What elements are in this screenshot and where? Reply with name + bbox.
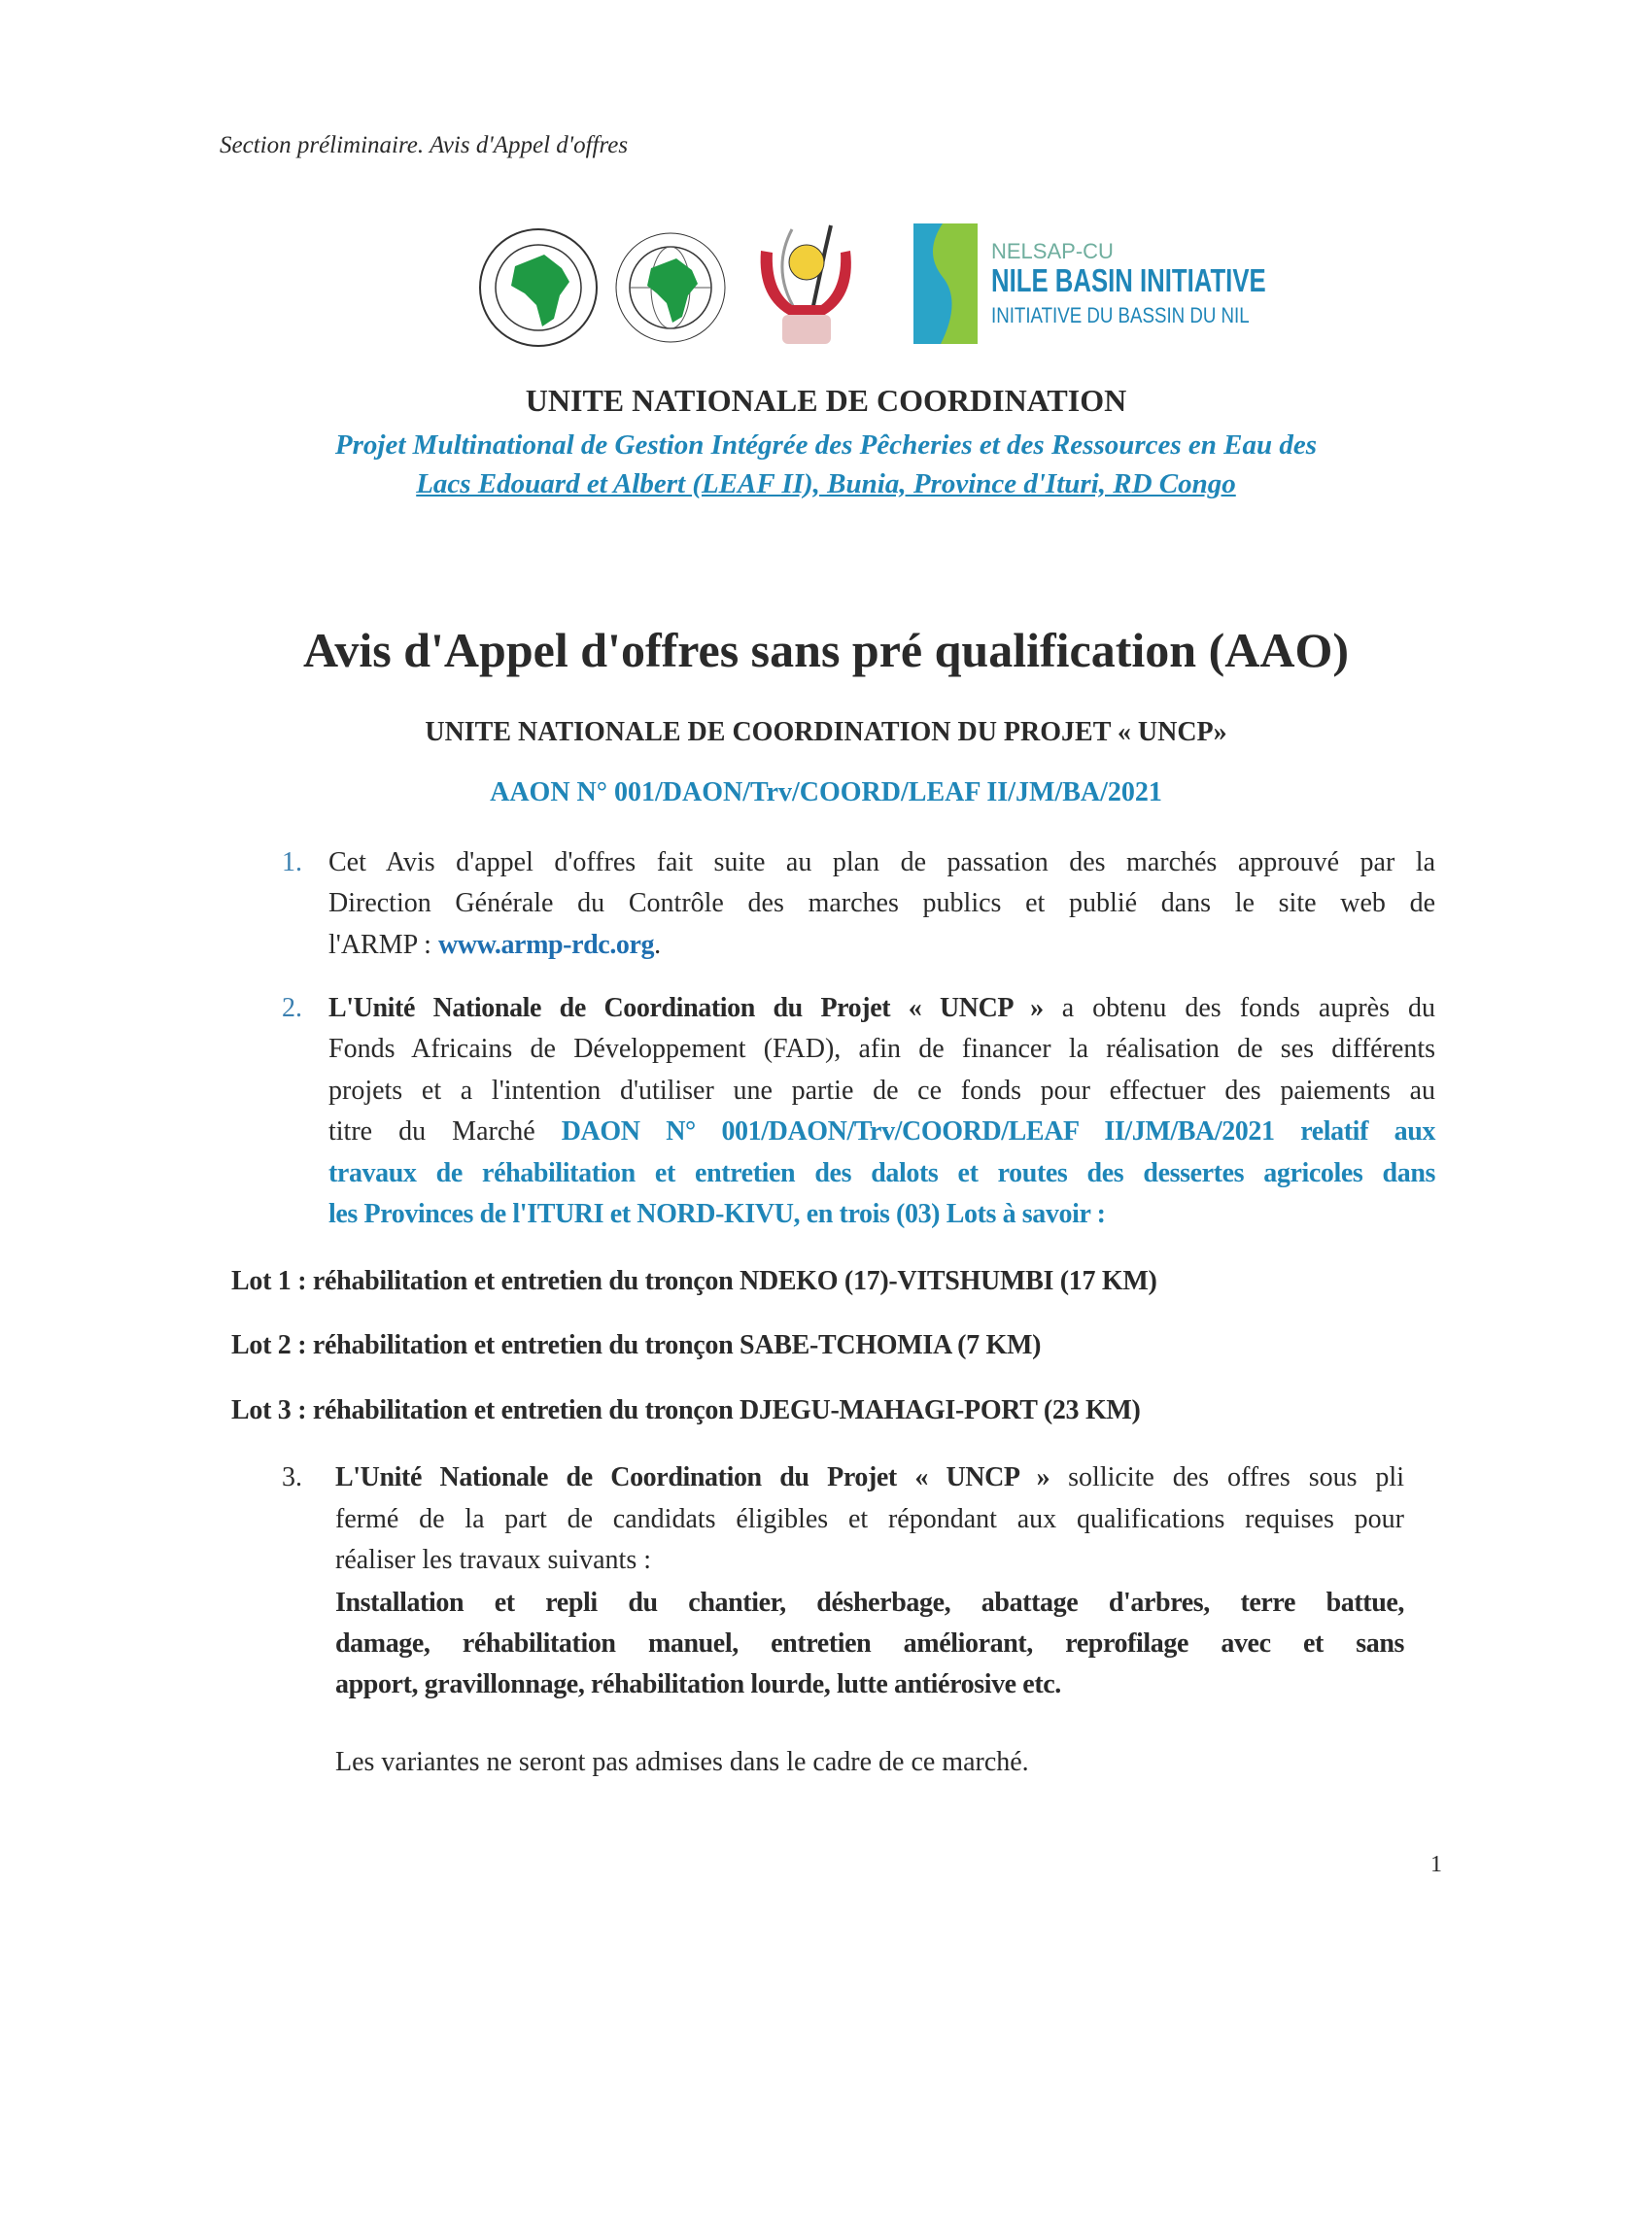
org-title: UNITE NATIONALE DE COORDINATION — [525, 383, 1127, 418]
p2-bold: L'Unité Nationale de Coordination du Projet « UNCP » — [328, 993, 1044, 1023]
main-title: Avis d'Appel d'offres sans pré qualification (AAO) — [302, 623, 1349, 677]
p1-line: Cet Avis d'appel d'offres fait suite au plan de passation des marchés approuvé par la — [328, 847, 1435, 877]
p1-text: . — [654, 930, 662, 960]
p2-market-ref: DAON N° 001/DAON/Trv/COORD/LEAF II/JM/BA/2021 relatif aux — [561, 1116, 1435, 1147]
p3-bold: L'Unité Nationale de Coordination du Projet « UNCP » — [335, 1462, 1050, 1492]
p3-works: Installation et repli du chantier, désherbage, abattage d'arbres, terre battue, — [335, 1588, 1404, 1618]
p2-text: a obtenu des fonds auprès du — [1043, 993, 1435, 1023]
p1-text: l'ARMP : — [328, 930, 438, 960]
p2-line: Fonds Africains de Développement (FAD), afin de financer la réalisation de ses différents — [328, 1034, 1435, 1064]
item-number: 1. — [282, 847, 302, 877]
p2-line — [328, 993, 1435, 1024]
p3-works: damage, réhabilitation manuel, entretien améliorant, reprofilage avec et sans — [335, 1628, 1404, 1659]
p2-text: titre du Marché — [328, 1116, 562, 1147]
p3-line — [335, 1462, 1404, 1493]
p1-line — [328, 930, 1435, 961]
header-note: Section préliminaire. Avis d'Appel d'offres — [220, 132, 629, 158]
p2-line: travaux de réhabilitation et entretien des dalots et routes des dessertes agricoles dans — [328, 1158, 1435, 1188]
variants-note: Les variantes ne seront pas admises dans le cadre de ce marché. — [335, 1747, 1029, 1777]
subtitle: UNITE NATIONALE DE COORDINATION DU PROJET « UNCP» — [425, 717, 1227, 747]
afdb-logo — [476, 225, 601, 350]
p2-line: les Provinces de l'ITURI et NORD-KIVU, en trois (03) Lots à savoir : — [328, 1199, 1106, 1229]
lot-item: Lot 3 : réhabilitation et entretien du tronçon DJEGU-MAHAGI-PORT (23 KM) — [231, 1395, 1141, 1425]
project-line-2: Lacs Edouard et Albert (LEAF II), Bunia, Province d'Ituri, RD Congo — [416, 468, 1236, 499]
adf-logo — [612, 225, 729, 350]
lot-item: Lot 2 : réhabilitation et entretien du tronçon SABE-TCHOMIA (7 KM) — [231, 1330, 1042, 1360]
p3-works: apport, gravillonnage, réhabilitation lourde, lutte antiérosive etc. — [335, 1669, 1061, 1699]
project-line-1: Projet Multinational de Gestion Intégrée des Pêcheries et des Ressources en Eau des — [334, 429, 1318, 461]
p3-text: sollicite des offres sous pli — [1050, 1462, 1404, 1492]
rdc-coat-of-arms — [753, 222, 860, 352]
page-number: 1 — [1430, 1852, 1442, 1877]
armp-link[interactable]: www.armp-rdc.org — [437, 930, 655, 960]
p3-line: réaliser les travaux suivants : — [335, 1545, 652, 1575]
lot-item: Lot 1 : réhabilitation et entretien du tronçon NDEKO (17)-VITSHUMBI (17 KM) — [231, 1266, 1157, 1296]
p2-line — [328, 1116, 1435, 1148]
p2-line: projets et a l'intention d'utiliser une partie de ce fonds pour effectuer des paiements au — [328, 1076, 1435, 1106]
item-number: 3. — [282, 1462, 302, 1492]
nbi-name: NILE BASIN INITIATIVE — [991, 262, 1266, 298]
p3-line: fermé de la part de candidats éligibles et répondant aux qualifications requises pour — [335, 1504, 1404, 1534]
reference-number: AAON N° 001/DAON/Trv/COORD/LEAF II/JM/BA/2021 — [490, 777, 1162, 807]
nbi-logo-mark — [913, 223, 978, 344]
logo-row — [476, 222, 1273, 352]
item-number: 2. — [282, 993, 302, 1023]
p1-line: Direction Générale du Contrôle des marches publics et publié dans le site web de — [328, 888, 1435, 918]
nbi-nelsap: NELSAP-CU — [991, 239, 1114, 263]
nbi-name-fr: INITIATIVE DU BASSIN DU NIL — [991, 303, 1250, 327]
